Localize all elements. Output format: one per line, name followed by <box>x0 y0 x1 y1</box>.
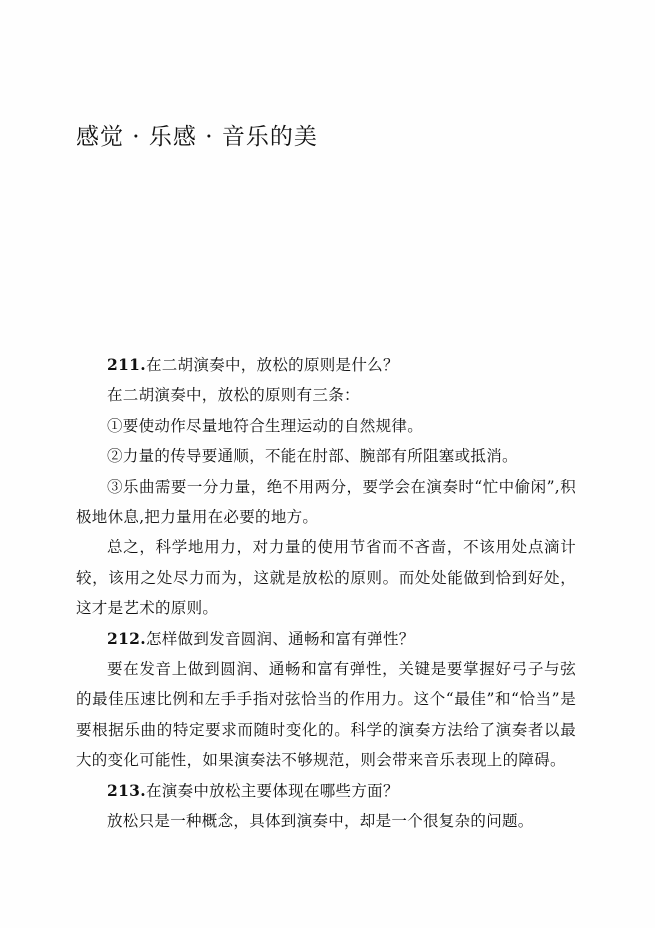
question-text: 怎样做到发音圆润、通畅和富有弹性？ <box>145 629 415 648</box>
body-text <box>76 350 576 837</box>
answer-213: 放松只是一种概念，具体到演奏中，却是一个很复杂的问题。 <box>107 812 534 831</box>
question-number: 213. <box>107 780 146 800</box>
question-213 <box>76 776 576 806</box>
list-item: ③乐曲需要一分力量，绝不用两分，要学会在演奏时“忙中偷闲”,积极地休息,把力量用在必要的地方。 <box>76 477 576 527</box>
answer-summary: 总之，科学地用力，对力量的使用节省而不吝啬，不该用处点滴计较，该用之处尽力而为，这就是放松的原则。而处处能做到恰到好处，这才是艺术的原则。 <box>76 538 576 618</box>
question-212 <box>76 624 576 654</box>
question-text: 在演奏中放松主要体现在哪些方面？ <box>145 781 399 800</box>
list-item: ②力量的传导要通顺，不能在肘部、腕部有所阻塞或抵消。 <box>107 447 518 466</box>
question-number: 212. <box>107 628 146 648</box>
chapter-title: 感觉 · 乐感 · 音乐的美 <box>76 124 318 150</box>
answer-intro: 在二胡演奏中，放松的原则有三条： <box>107 386 360 405</box>
question-211 <box>76 350 576 380</box>
question-text: 在二胡演奏中，放松的原则是什么？ <box>145 356 399 374</box>
list-item: ①要使动作尽量地符合生理运动的自然规律。 <box>107 416 424 435</box>
answer-212: 要在发音上做到圆润、通畅和富有弹性，关键是要掌握好弓子与弦的最佳压速比例和左手手指对弦恰当的作用力。这个“最佳”和“恰当”是要根据乐曲的特定要求而随时变化的。科学的演奏方法给了演奏者以最大的变化可能性，如果演奏法不够规范，则会带来音乐表现上的障碍。 <box>76 660 576 770</box>
question-number: 211. <box>107 355 146 374</box>
